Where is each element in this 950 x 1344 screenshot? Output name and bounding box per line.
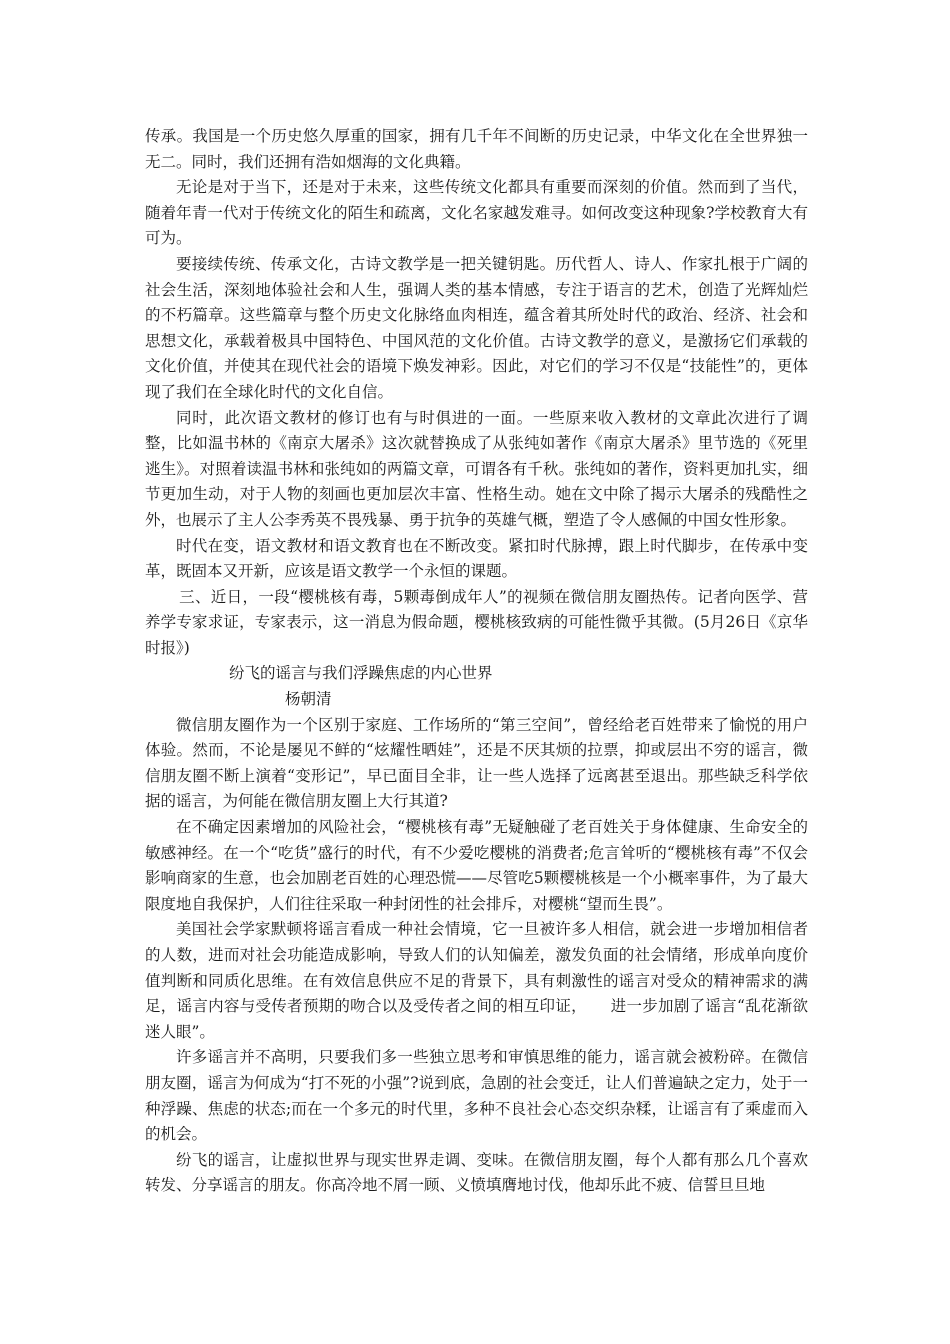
document-page xyxy=(145,124,808,1199)
paragraph: 许多谣言并不高明，只要我们多一些独立思考和审慎思维的能力，谣言就会被粉碎。在微信朋友圈，谣言为何成为“打不死的小强”?说到底，急剧的社会变迁，让人们普遍缺之定力，处于一种浮躁、焦虑的状态;而在一个多元的时代里，多种不良社会心态交织杂糅，让谣言有了乘虚而入的机会。 xyxy=(145,1048,808,1144)
question-three: 三、近日，一段“樱桃核有毒，5颗毒倒成年人”的视频在微信朋友圈热传。记者向医学、营养学专家求证，专家表示，这一消息为假命题，樱桃核致病的可能性微乎其微。(5月26日《京华时报》) xyxy=(145,587,808,657)
article-author: 杨朝清 xyxy=(285,690,332,709)
paragraph: 美国社会学家默顿将谣言看成一种社会情境，它一旦被许多人相信，就会进一步增加相信者的人数，进而对社会功能造成影响，导致人们的认知偏差，激发负面的社会情绪，形成单向度价值判断和同质化思维。在有效信息供应不足的背景下，具有刺激性的谣言对受众的精神需求的满足，谣言内容与受传者预期的吻合以及受传者之间的相互印证， 进一步加剧了谣言“乱花渐欲迷人眼”。 xyxy=(145,920,808,1041)
paragraph: 要接续传统、传承文化，古诗文教学是一把关键钥匙。历代哲人、诗人、作家扎根于广阔的社会生活，深刻地体验社会和人生，强调人类的基本情感，专注于语言的艺术，创造了光辉灿烂的不朽篇章。这些篇章与整个历史文化脉络血肉相连，蕴含着其所处时代的政治、经济、社会和思想文化，承载着极具中国特色、中国风范的文化价值。古诗文教学的意义，是激扬它们承载的文化价值，并使其在现代社会的语境下焕发神彩。因此，对它们的学习不仅是“技能性”的，更体现了我们在全球化时代的文化自信。 xyxy=(145,254,808,401)
paragraph: 时代在变，语文教材和语文教育也在不断改变。紧扣时代脉搏，跟上时代脚步，在传承中变革，既固本又开新，应该是语文教学一个永恒的课题。 xyxy=(145,536,808,581)
paragraph: 无论是对于当下，还是对于未来，这些传统文化都具有重要而深刻的价值。然而到了当代，随着年青一代对于传统文化的陌生和疏离，文化名家越发难寻。如何改变这种现象?学校教育大有可为。 xyxy=(145,178,808,248)
paragraph: 纷飞的谣言，让虚拟世界与现实世界走调、变味。在微信朋友圈，每个人都有那么几个喜欢转发、分享谣言的朋友。你高冷地不屑一顾、义愤填膺地讨伐，他却乐此不疲、信誓旦旦地 xyxy=(145,1150,808,1195)
paragraph: 微信朋友圈作为一个区别于家庭、工作场所的“第三空间”，曾经给老百姓带来了愉悦的用户体验。然而，不论是屡见不鲜的“炫耀性晒娃”，还是不厌其烦的拉票，抑或层出不穷的谣言，微信朋友圈不断上演着“变形记”，早已面目全非，让一些人选择了远离甚至退出。那些缺乏科学依据的谣言，为何能在微信朋友圈上大行其道? xyxy=(145,715,808,811)
paragraph: 同时，此次语文教材的修订也有与时俱进的一面。一些原来收入教材的文章此次进行了调整，比如温书林的《南京大屠杀》这次就替换成了从张纯如著作《南京大屠杀》里节选的《死里逃生》。对照着读温书林和张纯如的两篇文章，可谓各有千秋。张纯如的著作，资料更加扎实，细节更加生动，对于人物的刻画也更加层次丰富、性格生动。她在文中除了揭示大屠杀的残酷性之外，也展示了主人公李秀英不畏残暴、勇于抗争的英雄气概，塑造了令人感佩的中国女性形象。 xyxy=(145,408,808,529)
paragraph: 传承。我国是一个历史悠久厚重的国家，拥有几千年不间断的历史记录，中华文化在全世界独一无二。同时，我们还拥有浩如烟海的文化典籍。 xyxy=(145,127,808,171)
paragraph: 在不确定因素增加的风险社会，“樱桃核有毒”无疑触碰了老百姓关于身体健康、生命安全的敏感神经。在一个“吃货”盛行的时代，有不少爱吃樱桃的消费者;危言耸听的“樱桃核有毒”不仅会影响商家的生意，也会加剧老百姓的心理恐慌——尽管吃5颗樱桃核是一个小概率事件，为了最大限度地自我保护，人们往往采取一种封闭性的社会排斥，对樱桃“望而生畏”。 xyxy=(145,818,808,913)
article-title: 纷飞的谣言与我们浮躁焦虑的内心世界 xyxy=(229,664,493,683)
